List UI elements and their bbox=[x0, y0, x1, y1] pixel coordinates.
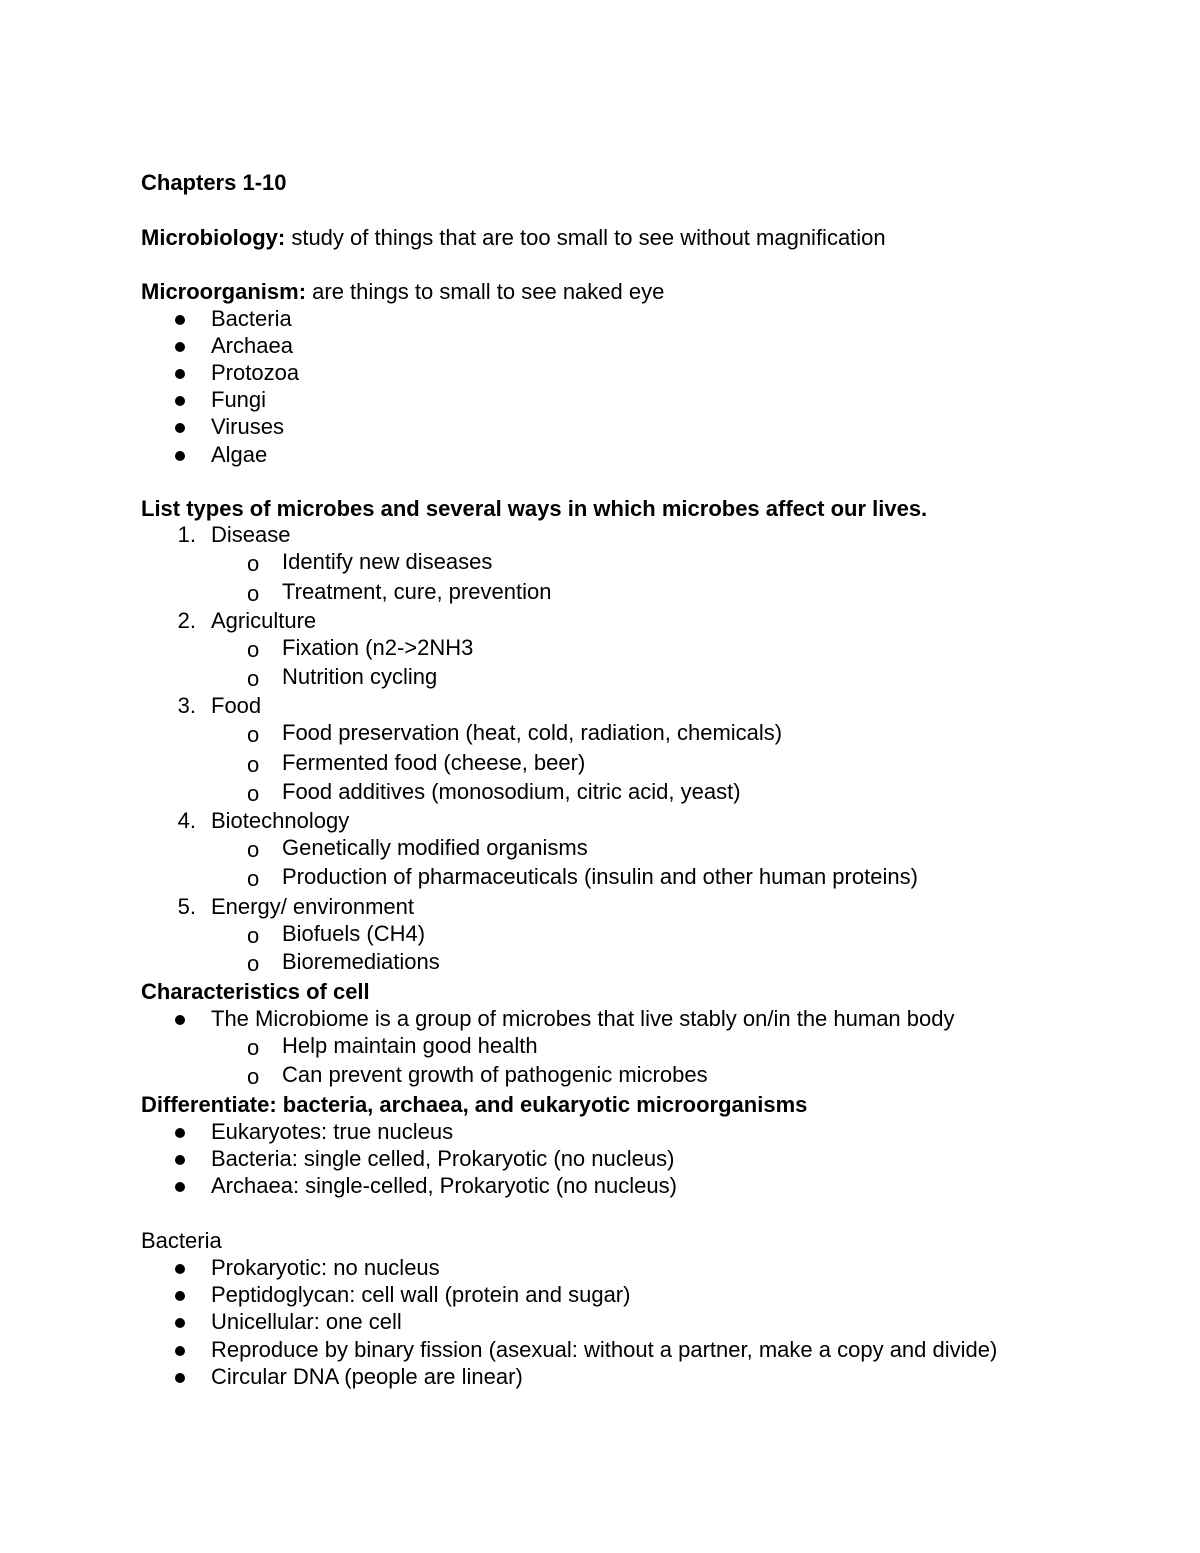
microorganism-definition bbox=[141, 279, 664, 306]
bullet-icon bbox=[175, 369, 185, 379]
sub-list-item: Help maintain good health bbox=[282, 1033, 538, 1058]
characteristics-heading: Characteristics of cell bbox=[141, 979, 370, 1004]
microorganism-text: are things to small to see naked eye bbox=[306, 279, 665, 304]
list-item: Circular DNA (people are linear) bbox=[211, 1364, 523, 1389]
sub-list-item: Food additives (monosodium, citric acid, yeast) bbox=[282, 779, 741, 804]
list-item: Bacteria bbox=[211, 306, 292, 331]
list-number: 4. bbox=[177, 808, 196, 833]
list-item: Fungi bbox=[211, 387, 267, 412]
sub-bullet-icon: o bbox=[247, 951, 260, 976]
microorganism-term: Microorganism: bbox=[141, 279, 307, 304]
bullet-icon bbox=[175, 1155, 185, 1165]
bullet-icon bbox=[175, 1264, 185, 1274]
differentiate-heading: Differentiate: bacteria, archaea, and eukaryotic microorganisms bbox=[141, 1092, 808, 1117]
list-item: Agriculture bbox=[211, 608, 317, 633]
sub-bullet-icon: o bbox=[247, 666, 260, 691]
bullet-icon bbox=[175, 1128, 185, 1138]
sub-list-item: Production of pharmaceuticals (insulin and other human proteins) bbox=[282, 864, 918, 889]
sub-bullet-icon: o bbox=[247, 923, 260, 948]
microbiology-definition bbox=[141, 225, 886, 252]
bullet-icon bbox=[175, 1015, 185, 1025]
sub-list-item: Bioremediations bbox=[282, 949, 440, 974]
bullet-icon bbox=[175, 315, 185, 325]
list-item: Algae bbox=[211, 442, 268, 467]
sub-list-item: Identify new diseases bbox=[282, 549, 493, 574]
bullet-icon bbox=[175, 396, 185, 406]
page-title: Chapters 1-10 bbox=[141, 170, 287, 195]
sub-bullet-icon: o bbox=[247, 722, 260, 747]
sub-bullet-icon: o bbox=[247, 551, 260, 576]
sub-list-item: Nutrition cycling bbox=[282, 664, 438, 689]
sub-bullet-icon: o bbox=[247, 637, 260, 662]
list-item: Archaea: single-celled, Prokaryotic (no nucleus) bbox=[211, 1173, 677, 1198]
sub-bullet-icon: o bbox=[247, 1064, 260, 1089]
list-item: Viruses bbox=[211, 414, 284, 439]
bullet-icon bbox=[175, 1346, 185, 1356]
list-item: Reproduce by binary fission (asexual: without a partner, make a copy and divide) bbox=[211, 1337, 998, 1362]
bullet-icon bbox=[175, 1318, 185, 1328]
list-item: Protozoa bbox=[211, 360, 300, 385]
bacteria-heading: Bacteria bbox=[141, 1228, 222, 1253]
sub-list-item: Fixation (n2->2NH3 bbox=[282, 635, 474, 660]
list-item: Biotechnology bbox=[211, 808, 350, 833]
sub-list-item: Genetically modified organisms bbox=[282, 835, 588, 860]
sub-list-item: Biofuels (CH4) bbox=[282, 921, 426, 946]
sub-list-item: Can prevent growth of pathogenic microbes bbox=[282, 1062, 708, 1087]
bullet-icon bbox=[175, 1373, 185, 1383]
list-item: Eukaryotes: true nucleus bbox=[211, 1119, 454, 1144]
list-item: Food bbox=[211, 693, 262, 718]
sub-bullet-icon: o bbox=[247, 581, 260, 606]
list-item: Unicellular: one cell bbox=[211, 1309, 402, 1334]
bullet-icon bbox=[175, 342, 185, 352]
microbiology-term: Microbiology: bbox=[141, 225, 286, 250]
bullet-icon bbox=[175, 451, 185, 461]
list-item: The Microbiome is a group of microbes that live stably on/in the human body bbox=[211, 1006, 955, 1031]
sub-list-item: Fermented food (cheese, beer) bbox=[282, 750, 586, 775]
sub-bullet-icon: o bbox=[247, 866, 260, 891]
list-number: 2. bbox=[177, 608, 196, 633]
list-item: Archaea bbox=[211, 333, 293, 358]
list-item: Energy/ environment bbox=[211, 894, 414, 919]
list-item: Peptidoglycan: cell wall (protein and sugar) bbox=[211, 1282, 631, 1307]
microbiology-text: study of things that are too small to see without magnification bbox=[285, 225, 886, 250]
bullet-icon bbox=[175, 423, 185, 433]
sub-list-item: Food preservation (heat, cold, radiation, chemicals) bbox=[282, 720, 783, 745]
list-item: Prokaryotic: no nucleus bbox=[211, 1255, 440, 1280]
sub-bullet-icon: o bbox=[247, 837, 260, 862]
sub-bullet-icon: o bbox=[247, 781, 260, 806]
list-item: Bacteria: single celled, Prokaryotic (no nucleus) bbox=[211, 1146, 675, 1171]
list-number: 5. bbox=[177, 894, 196, 919]
list-number: 3. bbox=[177, 693, 196, 718]
bullet-icon bbox=[175, 1291, 185, 1301]
bullet-icon bbox=[175, 1182, 185, 1192]
list-types-heading: List types of microbes and several ways in which microbes affect our lives. bbox=[141, 496, 928, 521]
list-item: Disease bbox=[211, 522, 291, 547]
list-number: 1. bbox=[177, 522, 196, 547]
sub-list-item: Treatment, cure, prevention bbox=[282, 579, 552, 604]
sub-bullet-icon: o bbox=[247, 1035, 260, 1060]
sub-bullet-icon: o bbox=[247, 752, 260, 777]
